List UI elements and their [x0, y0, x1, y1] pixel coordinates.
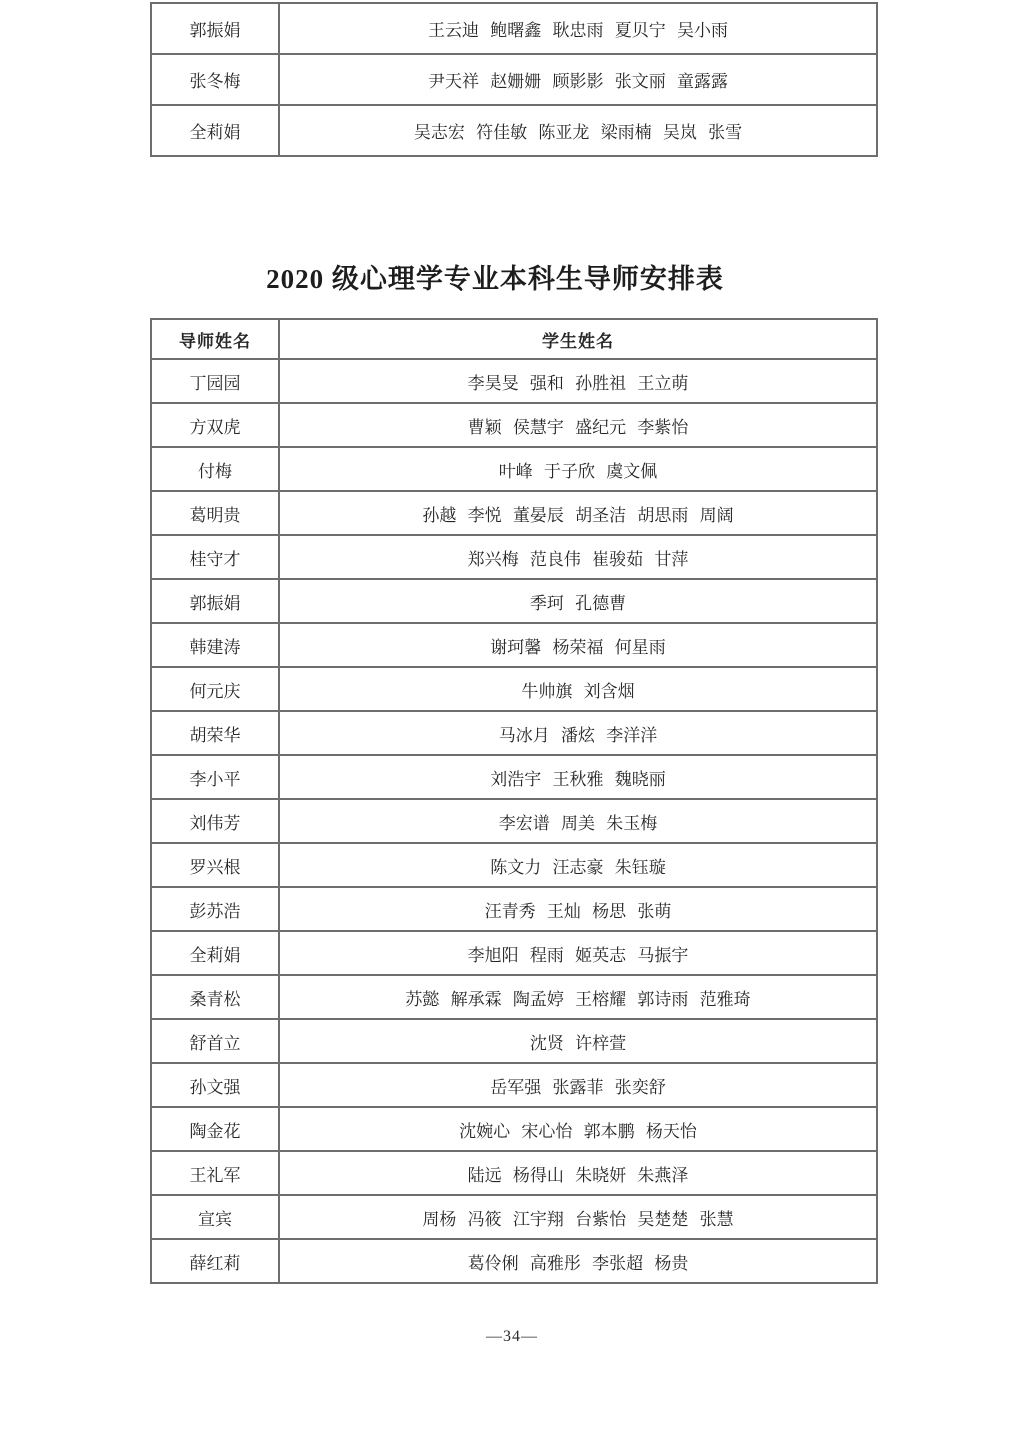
- table-row: [151, 535, 877, 579]
- student-names-cell: 吴志宏 符佳敏 陈亚龙 梁雨楠 吴岚 张雪: [279, 105, 877, 156]
- student-names-cell: 王云迪 鲍曙鑫 耿忠雨 夏贝宁 吴小雨: [279, 3, 877, 54]
- teacher-name-cell: 全莉娟: [151, 931, 279, 975]
- table-row: [151, 54, 877, 105]
- teacher-name-cell: 陶金花: [151, 1107, 279, 1151]
- student-names-cell: 郑兴梅 范良伟 崔骏茹 甘萍: [279, 535, 877, 579]
- student-names-cell: 尹天祥 赵姗姗 顾影影 张文丽 童露露: [279, 54, 877, 105]
- table-header-row: [151, 319, 877, 359]
- teacher-name-cell: 孙文强: [151, 1063, 279, 1107]
- student-names-cell: 葛伶俐 高雅彤 李张超 杨贵: [279, 1239, 877, 1283]
- student-names-cell: 沈婉心 宋心怡 郭本鹏 杨天怡: [279, 1107, 877, 1151]
- student-names-cell: 李旭阳 程雨 姬英志 马振宇: [279, 931, 877, 975]
- header-student-names: 学生姓名: [279, 319, 877, 359]
- teacher-name-cell: 胡荣华: [151, 711, 279, 755]
- table-row: [151, 887, 877, 931]
- table-row: [151, 403, 877, 447]
- teacher-name-cell: 何元庆: [151, 667, 279, 711]
- table-row: [151, 1019, 877, 1063]
- table-row: [151, 975, 877, 1019]
- page-title: 2020 级心理学专业本科生导师安排表: [266, 264, 724, 294]
- teacher-name-cell: 葛明贵: [151, 491, 279, 535]
- teacher-name-cell: 韩建涛: [151, 623, 279, 667]
- teacher-name-cell: 郭振娟: [151, 579, 279, 623]
- header-teacher-name: 导师姓名: [151, 319, 279, 359]
- teacher-name-cell: 桑青松: [151, 975, 279, 1019]
- teacher-name-cell: 张冬梅: [151, 54, 279, 105]
- teacher-name-cell: 付梅: [151, 447, 279, 491]
- table-row: [151, 843, 877, 887]
- student-names-cell: 谢珂馨 杨荣福 何星雨: [279, 623, 877, 667]
- table-row: [151, 3, 877, 54]
- student-names-cell: 曹颖 侯慧宇 盛纪元 李紫怡: [279, 403, 877, 447]
- previous-page-continuation-table: [150, 2, 878, 157]
- table-row: [151, 491, 877, 535]
- teacher-name-cell: 刘伟芳: [151, 799, 279, 843]
- teacher-name-cell: 丁园园: [151, 359, 279, 403]
- teacher-name-cell: 宣宾: [151, 1195, 279, 1239]
- teacher-name-cell: 王礼军: [151, 1151, 279, 1195]
- table-row: [151, 359, 877, 403]
- student-names-cell: 孙越 李悦 董晏辰 胡圣洁 胡思雨 周阔: [279, 491, 877, 535]
- table-row: [151, 105, 877, 156]
- teacher-name-cell: 桂守才: [151, 535, 279, 579]
- table-row: [151, 1151, 877, 1195]
- student-names-cell: 陆远 杨得山 朱晓妍 朱燕泽: [279, 1151, 877, 1195]
- mentor-assignment-table: [150, 318, 878, 1284]
- table-row: [151, 623, 877, 667]
- table-row: [151, 447, 877, 491]
- table-row: [151, 1195, 877, 1239]
- table-row: [151, 931, 877, 975]
- teacher-name-cell: 舒首立: [151, 1019, 279, 1063]
- teacher-name-cell: 薛红莉: [151, 1239, 279, 1283]
- table-row: [151, 579, 877, 623]
- student-names-cell: 陈文力 汪志豪 朱钰璇: [279, 843, 877, 887]
- table-row: [151, 1107, 877, 1151]
- student-names-cell: 沈贤 许梓萱: [279, 1019, 877, 1063]
- page-number: —34—: [486, 1328, 538, 1345]
- student-names-cell: 周杨 冯筱 江宇翔 台紫怡 吴楚楚 张慧: [279, 1195, 877, 1239]
- table-row: [151, 755, 877, 799]
- teacher-name-cell: 方双虎: [151, 403, 279, 447]
- table-row: [151, 667, 877, 711]
- table-row: [151, 799, 877, 843]
- table-row: [151, 711, 877, 755]
- table-row: [151, 1239, 877, 1283]
- teacher-name-cell: 郭振娟: [151, 3, 279, 54]
- student-names-cell: 叶峰 于子欣 虞文佩: [279, 447, 877, 491]
- student-names-cell: 季珂 孔德曹: [279, 579, 877, 623]
- teacher-name-cell: 彭苏浩: [151, 887, 279, 931]
- student-names-cell: 岳军强 张露菲 张奕舒: [279, 1063, 877, 1107]
- teacher-name-cell: 全莉娟: [151, 105, 279, 156]
- teacher-name-cell: 李小平: [151, 755, 279, 799]
- student-names-cell: 刘浩宇 王秋雅 魏晓丽: [279, 755, 877, 799]
- student-names-cell: 李昊旻 强和 孙胜祖 王立萌: [279, 359, 877, 403]
- student-names-cell: 牛帅旗 刘含烟: [279, 667, 877, 711]
- table-row: [151, 1063, 877, 1107]
- teacher-name-cell: 罗兴根: [151, 843, 279, 887]
- student-names-cell: 李宏谱 周美 朱玉梅: [279, 799, 877, 843]
- student-names-cell: 马冰月 潘炫 李洋洋: [279, 711, 877, 755]
- student-names-cell: 汪青秀 王灿 杨思 张萌: [279, 887, 877, 931]
- student-names-cell: 苏懿 解承霖 陶孟婷 王榕耀 郭诗雨 范雅琦: [279, 975, 877, 1019]
